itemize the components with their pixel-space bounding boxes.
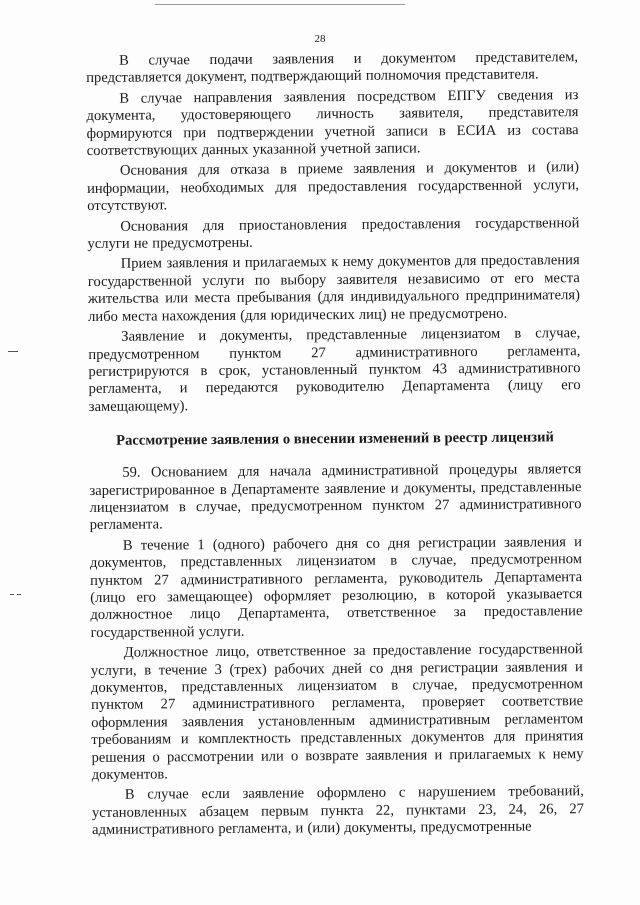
margin-mark — [8, 351, 18, 352]
section-paragraph: 59. Основанием для начала административной процедуры является зарегистрированное в Департаменте заявление и документы, представленные лицензиатом в случае, предусмотренном пунктом 27 административного регламента. — [89, 461, 582, 534]
paragraph: Основания для приостановления предоставления государственной услуги не предусмотрены. — [87, 214, 580, 253]
margin-mark — [17, 594, 21, 595]
margin-mark — [10, 594, 14, 595]
section-heading: Рассмотрение заявления о внесении изменений в реестр лицензий — [116, 429, 554, 449]
paragraph: Заявление и документы, представленные лицензиатом в случае, предусмотренном пунктом 27 административного регламента, регистрируются в срок, установленный пунктом 43 административного регламента, и передаются руководителю Департамента (лицу его замещающему). — [88, 325, 581, 415]
document-body — [86, 49, 584, 839]
paragraph: Прием заявления и прилагаемых к нему документов для предоставления государственной услуги по выбору заявителя независимо от его места жительства или места пребывания (для индивидуального предпринимателя) либо места нахождения (для юридических лиц) не предусмотрено. — [87, 252, 580, 325]
section-paragraph: Должностное лицо, ответственное за предоставление государственной услуги, в течение 3 (трех) рабочих дней со дня регистрации заявления и документов, представленных лицензиатом в случае, предусмотренном пунктом 27 административного регламента, проверяет соответствие оформления заявления установленным административным регламентом требованиям и комплектность представленных документов для принятия решения о рассмотрении или о возврате заявления и прилагаемых к нему документов. — [90, 641, 584, 784]
paragraph: В случае направления заявления посредством ЕПГУ сведения из документа, удостоверяющего личность заявителя, представителя формируются при подтверждении учетной записи в ЕСИА из состава соответствующих данных указанной учетной записи. — [86, 86, 579, 160]
paragraph: Основания для отказа в приеме заявления и документов и (или) информации, необходимых для предоставления государственной услуги, отсутствуют. — [87, 159, 580, 215]
page-number: 28 — [314, 33, 326, 45]
top-edge-line — [155, 4, 405, 5]
section-paragraph: В случае если заявление оформлено с нарушением требований, установленных абзацем первым пункта 22, пунктами 23, 24, 26, 27 административного регламента, и (или) документы, предусмотренные — [91, 783, 585, 839]
paragraph: В случае подачи заявления и документом представителем, представляется документ, подтверждающий полномочия представителя. — [86, 49, 579, 87]
section-paragraph: В течение 1 (одного) рабочего дня со дня регистрации заявления и документов, представленных лицензиатом в случае, предусмотренном пунктом 27 административного регламента, руководитель Департамента (лицо его замещающее) оформляет резолюцию, в которой указывается должностное лицо Департамента, ответственное за предоставление государственной услуги. — [89, 533, 583, 641]
